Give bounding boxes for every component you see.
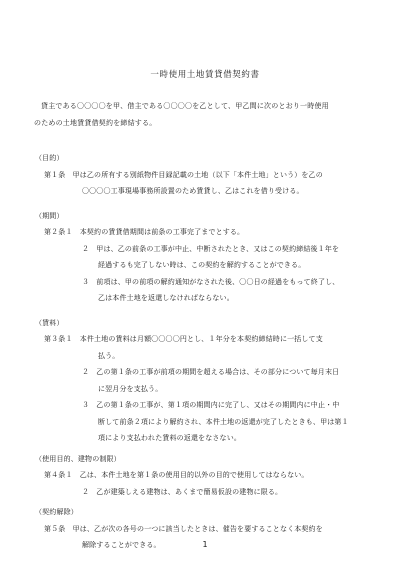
article-line: 第５条 甲は、乙が次の各号の一つに該当したときは、催告を要することなく本契約を xyxy=(44,524,323,533)
section-heading: （使用目的、建物の制限） xyxy=(35,454,121,463)
section-heading: （契約解除） xyxy=(35,508,78,516)
article-line: 解除することができる。 xyxy=(82,541,161,549)
article-line: 第３条１ 本件土地の賃料は月額〇〇〇〇円とし、１年分を本契約締結時に一括して支 xyxy=(44,335,323,343)
section-purpose xyxy=(34,150,376,200)
article-line: 払う。 xyxy=(98,351,120,360)
article-line: 乙は本件土地を返還しなければならない。 xyxy=(98,294,234,302)
intro-paragraph xyxy=(34,98,376,132)
section-heading: （目的） xyxy=(35,154,64,162)
article-line: 第２条１ 本契約の賃貸借期間は前条の工事完了までとする。 xyxy=(44,228,245,236)
article-line: 〇〇〇〇工事現場事務所設置のため賃貸し、乙はこれを借り受ける。 xyxy=(82,187,304,195)
article-line: 項により支払われた賃料の返還をなさない。 xyxy=(98,434,241,442)
article-line: 経過するも完了しない時は、この契約を解約することができる。 xyxy=(98,261,306,269)
article-line: 第１条 甲は乙の所有する別紙物件目録記載の土地（以下「本件土地」という）を乙の xyxy=(44,170,323,179)
section-period xyxy=(34,208,376,307)
intro-line: のための土地賃貸借契約を締結する。 xyxy=(34,119,157,127)
article-line: ２ 乙が建築しえる建物は、あくまで簡易仮設の建物に限る。 xyxy=(82,487,283,496)
page-number: 1 xyxy=(202,540,208,549)
document-title: 一時使用土地賃貸借契約書 xyxy=(150,70,260,80)
article-line: ３ 乙の第１条の工事が、第１項の期間内に完了し、又はその期間内に中止・中 xyxy=(82,401,340,409)
intro-line: 貸主である〇〇〇〇を甲、借主である〇〇〇〇を乙として、甲乙間に次のとおり一時使用 xyxy=(41,102,329,110)
document-body xyxy=(34,150,376,554)
article-line: ３ 前項は、甲の前項の解約通知がなされた後、〇〇日の経過をもって終了し、 xyxy=(82,277,340,286)
section-heading: （期間） xyxy=(35,211,64,220)
section-usage-restriction xyxy=(34,451,376,501)
article-line: に翌月分を支払う。 xyxy=(98,384,163,393)
section-rent xyxy=(34,315,376,447)
article-line: ２ 乙の第１条の工事が前項の期間を超える場合は、その部分について毎月末日 xyxy=(82,368,340,376)
section-heading: （賃料） xyxy=(35,318,64,327)
article-line: 断して前条２項により解約され、本件土地の返還が完了したときも、甲は第１ xyxy=(98,417,349,426)
article-line: ２ 甲は、乙の前条の工事が中止、中断されたとき、又はこの契約締結後１年を xyxy=(82,244,340,253)
article-line: 第４条１ 乙は、本件土地を第１条の使用目的以外の目的で使用してはならない。 xyxy=(44,471,309,479)
